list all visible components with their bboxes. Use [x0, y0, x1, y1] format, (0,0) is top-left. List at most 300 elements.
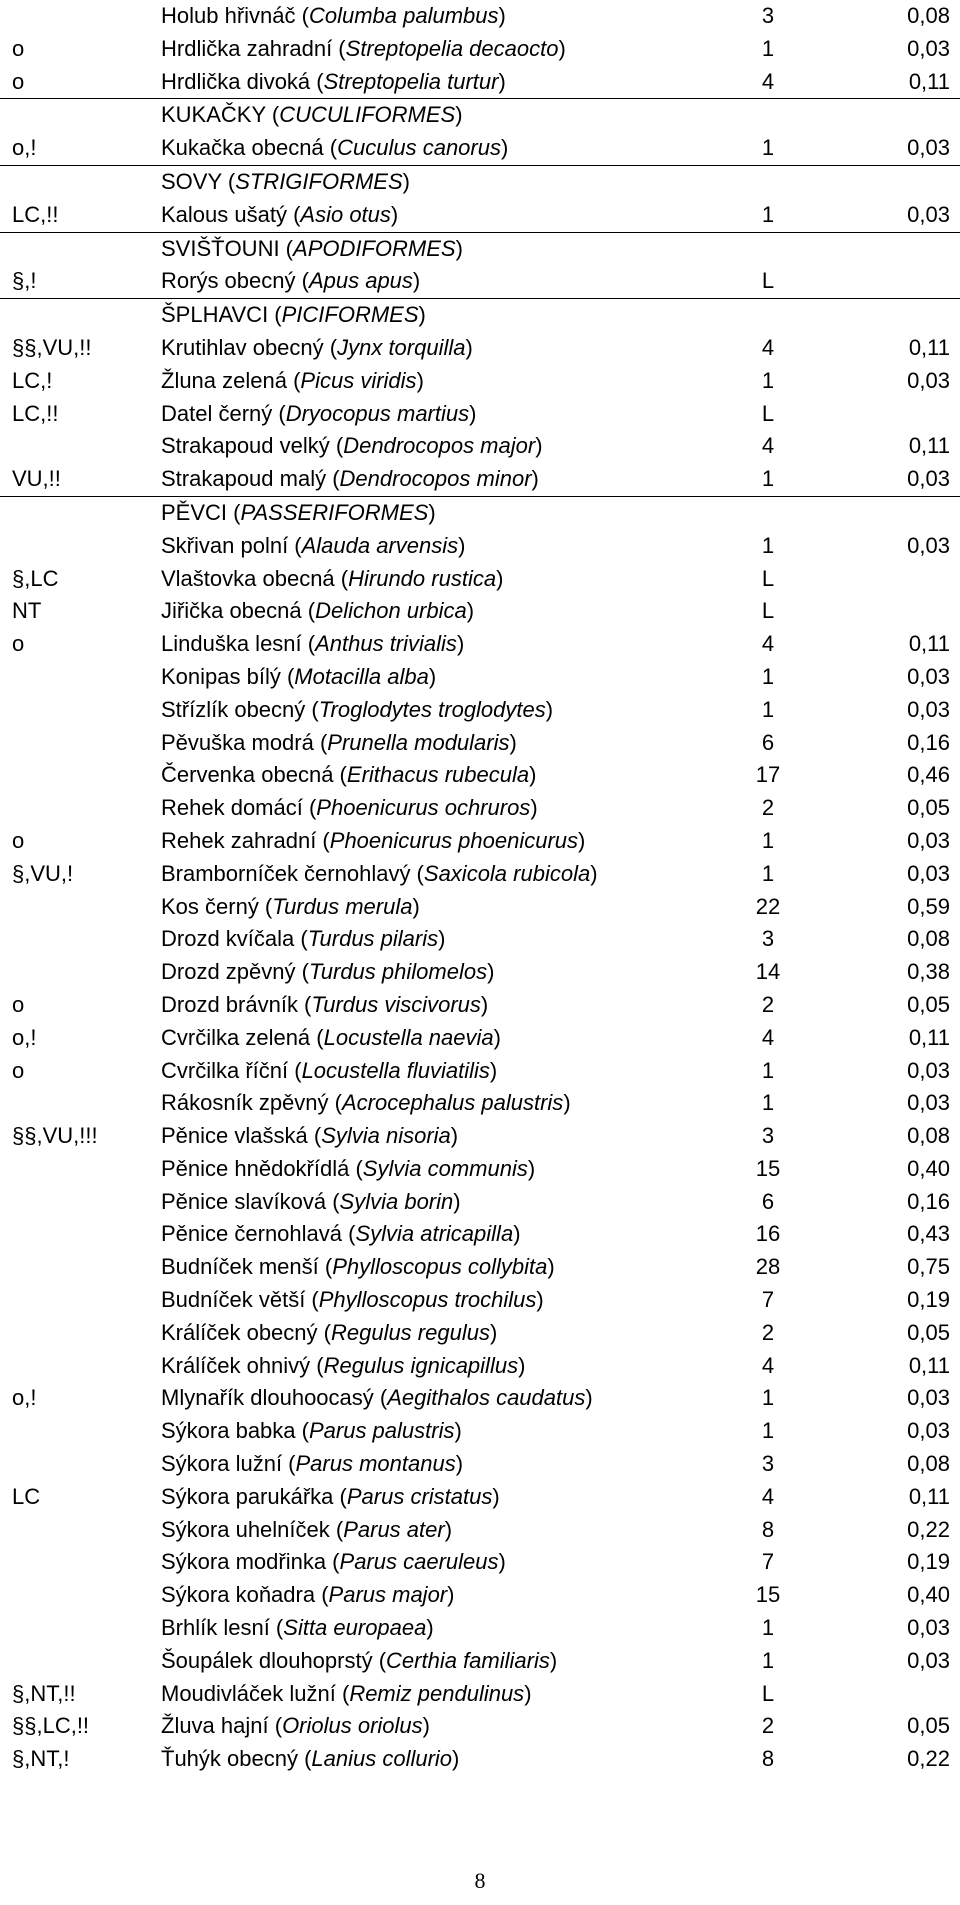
latin-name: Streptopelia turtur: [323, 68, 499, 94]
individual-count: 1: [761, 663, 775, 689]
latin-name: Alauda arvensis: [301, 532, 459, 558]
conservation-status: o: [12, 35, 25, 61]
individual-count: 1: [761, 860, 775, 886]
closing-parenthesis: ): [558, 35, 566, 61]
relative-abundance: 0,03: [907, 1090, 950, 1116]
conservation-status: §§,VU,!!: [12, 334, 92, 360]
table-row: [0, 1251, 960, 1284]
latin-name: Troglodytes troglodytes: [318, 696, 546, 722]
common-name: Moudivláček lužní (: [161, 1680, 350, 1706]
table-row: [0, 497, 960, 530]
individual-count: 4: [761, 1483, 775, 1509]
species-name: [161, 792, 538, 825]
closing-parenthesis: ): [438, 926, 446, 952]
closing-parenthesis: ): [585, 1385, 593, 1411]
table-row: [0, 1678, 960, 1711]
species-name: [161, 1514, 452, 1547]
species-name: [161, 1218, 521, 1251]
common-name: Rorýs obecný (: [161, 268, 309, 294]
individual-count: 1: [761, 466, 775, 492]
species-name: [161, 989, 488, 1022]
individual-count: 3: [761, 926, 775, 952]
relative-abundance: 0,11: [908, 334, 950, 360]
individual-count: 7: [761, 1549, 775, 1575]
relative-abundance: 0,03: [907, 663, 950, 689]
species-name: [161, 891, 420, 924]
latin-name: Parus cristatus: [346, 1483, 493, 1509]
species-name: [161, 0, 506, 33]
common-name: ŠPLHAVCI (: [161, 302, 282, 328]
table-row: [0, 1448, 960, 1481]
closing-parenthesis: ): [578, 827, 586, 853]
individual-count: 4: [761, 631, 775, 657]
relative-abundance: 0,08: [907, 3, 950, 28]
common-name: Mlynařík dlouhoocasý (: [161, 1385, 388, 1411]
species-name: [161, 33, 566, 66]
relative-abundance: 0,03: [907, 1057, 950, 1083]
closing-parenthesis: ): [456, 631, 465, 657]
common-name: Kukačka obecná (: [161, 135, 338, 161]
relative-abundance: 0,11: [908, 68, 950, 94]
relative-abundance: 0,08: [907, 1123, 950, 1149]
closing-parenthesis: ): [509, 729, 517, 755]
individual-count: 1: [761, 696, 775, 722]
latin-name: PASSERIFORMES: [240, 499, 429, 525]
common-name: Kos černý (: [161, 893, 273, 919]
latin-name: Phoenicurus ochruros: [316, 795, 531, 821]
relative-abundance: 0,22: [907, 1746, 950, 1772]
latin-name: Acrocephalus palustris: [341, 1090, 564, 1116]
individual-count: 2: [761, 1713, 775, 1739]
table-row: [0, 1579, 960, 1612]
relative-abundance: 0,11: [908, 1024, 950, 1050]
species-name: [161, 1022, 501, 1055]
relative-abundance: 0,03: [907, 35, 950, 61]
closing-parenthesis: ): [428, 499, 436, 525]
relative-abundance: 0,05: [907, 991, 950, 1017]
table-row: [0, 989, 960, 1022]
table-row: [0, 332, 960, 365]
species-name: [161, 727, 517, 760]
common-name: PĚVCI (: [161, 499, 241, 525]
table-row: [0, 463, 960, 497]
latin-name: Lanius collurio: [311, 1746, 453, 1772]
table-row: [0, 365, 960, 398]
common-name: Strakapoud velký (: [161, 433, 344, 459]
latin-name: Sylvia borin: [339, 1188, 454, 1214]
common-name: Sýkora babka (: [161, 1418, 309, 1444]
conservation-status: NT: [12, 598, 42, 624]
table-row: [0, 1317, 960, 1350]
table-row: [0, 1612, 960, 1645]
individual-count: 6: [761, 1188, 775, 1214]
closing-parenthesis: ): [450, 1123, 459, 1149]
relative-abundance: 0,11: [908, 1483, 950, 1509]
individual-count: 1: [761, 367, 775, 393]
latin-name: Parus caeruleus: [339, 1549, 499, 1575]
species-name: [161, 1710, 430, 1743]
common-name: Datel černý (: [161, 400, 286, 426]
common-name: Rehek domácí (: [161, 795, 317, 821]
closing-parenthesis: ): [487, 959, 495, 985]
relative-abundance: 0,11: [908, 433, 950, 459]
closing-parenthesis: ): [530, 795, 538, 821]
latin-name: Turdus merula: [272, 893, 413, 919]
individual-count: 1: [761, 135, 775, 161]
common-name: Cvrčilka říční (: [161, 1057, 302, 1083]
conservation-status: o,!: [12, 1385, 37, 1411]
table-row: [0, 233, 960, 266]
individual-count: 1: [761, 201, 775, 227]
common-name: Šoupálek dlouhoprstý (: [161, 1647, 387, 1673]
common-name: Hrdlička zahradní (: [161, 35, 346, 61]
closing-parenthesis: ): [390, 201, 399, 227]
common-name: Sýkora modřinka (: [161, 1549, 340, 1575]
relative-abundance: 0,11: [908, 631, 950, 657]
closing-parenthesis: ): [426, 1615, 434, 1641]
individual-count: 1: [761, 827, 775, 853]
closing-parenthesis: ): [492, 1483, 500, 1509]
conservation-status: §,!: [12, 268, 37, 294]
common-name: Budníček větší (: [161, 1287, 319, 1313]
conservation-status: LC: [12, 1483, 41, 1509]
table-row: [0, 1382, 960, 1415]
individual-count: L: [761, 598, 775, 624]
individual-count: 1: [761, 1647, 775, 1673]
conservation-status: §,LC: [12, 565, 59, 591]
species-name: [161, 1415, 462, 1448]
common-name: Kalous ušatý (: [161, 201, 301, 227]
individual-count: L: [761, 1680, 775, 1706]
latin-name: Certhia familiaris: [386, 1647, 550, 1673]
closing-parenthesis: ): [527, 1155, 536, 1181]
species-name: [161, 530, 466, 563]
individual-count: 3: [761, 1451, 775, 1477]
common-name: Skřivan polní (: [161, 532, 302, 558]
species-name: [161, 1350, 525, 1383]
species-name: [161, 1579, 454, 1612]
relative-abundance: 0,75: [907, 1254, 950, 1280]
common-name: Brhlík lesní (: [161, 1615, 284, 1641]
relative-abundance: 0,59: [907, 893, 950, 919]
table-row: [0, 0, 960, 33]
table-row: [0, 99, 960, 132]
closing-parenthesis: ): [500, 135, 509, 161]
individual-count: 16: [755, 1221, 781, 1247]
common-name: Krutihlav obecný (: [161, 334, 338, 360]
table-row: [0, 1087, 960, 1120]
common-name: Bramborníček černohlavý (: [161, 860, 424, 886]
table-row: [0, 1284, 960, 1317]
latin-name: Streptopelia decaocto: [345, 35, 559, 61]
latin-name: Aegithalos caudatus: [387, 1385, 586, 1411]
common-name: Holub hřivnáč (: [161, 3, 309, 28]
species-name: [161, 1481, 500, 1514]
table-row: [0, 1645, 960, 1678]
individual-count: 17: [755, 762, 781, 788]
species-name: [161, 1612, 434, 1645]
closing-parenthesis: ): [455, 102, 463, 128]
individual-count: 2: [761, 1319, 775, 1345]
relative-abundance: 0,03: [907, 827, 950, 853]
latin-name: Sylvia nisoria: [321, 1123, 451, 1149]
species-name: [161, 430, 543, 463]
latin-name: Saxicola rubicola: [423, 860, 591, 886]
common-name: KUKAČKY (: [161, 102, 280, 128]
conservation-status: o,!: [12, 135, 37, 161]
relative-abundance: 0,05: [907, 1713, 950, 1739]
individual-count: 15: [755, 1582, 781, 1608]
species-name: [161, 628, 464, 661]
individual-count: 7: [761, 1287, 775, 1313]
closing-parenthesis: ): [455, 1451, 464, 1477]
closing-parenthesis: ): [416, 367, 424, 393]
individual-count: 1: [761, 1615, 775, 1641]
closing-parenthesis: ): [563, 1090, 571, 1116]
page-number: 8: [474, 1868, 486, 1893]
table-row: [0, 265, 960, 299]
common-name: Drozd kvíčala (: [161, 926, 308, 952]
common-name: Ťuhýk obecný (: [161, 1746, 312, 1772]
common-name: Sýkora parukářka (: [161, 1483, 347, 1509]
closing-parenthesis: ): [498, 68, 506, 94]
conservation-status: o: [12, 991, 25, 1017]
closing-parenthesis: ): [469, 400, 477, 426]
closing-parenthesis: ): [465, 334, 473, 360]
relative-abundance: 0,22: [907, 1516, 950, 1542]
individual-count: 2: [761, 795, 775, 821]
common-name: Pěnice černohlavá (: [161, 1221, 356, 1247]
latin-name: Regulus ignicapillus: [323, 1352, 519, 1378]
individual-count: 1: [761, 1090, 775, 1116]
table-row: [0, 1055, 960, 1088]
species-name: [161, 1284, 544, 1317]
common-name: Sýkora lužní (: [161, 1451, 296, 1477]
table-row: [0, 1415, 960, 1448]
table-row: [0, 430, 960, 463]
species-name: [161, 694, 553, 727]
table-row: [0, 1350, 960, 1383]
table-row: [0, 530, 960, 563]
species-name: [161, 759, 536, 792]
common-name: Linduška lesní (: [161, 631, 316, 657]
latin-name: Phoenicurus phoenicurus: [329, 827, 579, 853]
closing-parenthesis: ): [518, 1352, 526, 1378]
common-name: SVIŠŤOUNI (: [161, 235, 294, 261]
closing-parenthesis: ): [422, 1713, 430, 1739]
closing-parenthesis: ): [498, 1549, 506, 1575]
latin-name: Picus viridis: [300, 367, 417, 393]
species-name: [161, 956, 494, 989]
latin-name: Erithacus rubecula: [346, 762, 530, 788]
species-name: [161, 132, 508, 165]
species-name: [161, 661, 436, 694]
individual-count: 3: [761, 1123, 775, 1149]
common-name: Jiřička obecná (: [161, 598, 316, 624]
common-name: Hrdlička divoká (: [161, 68, 324, 94]
relative-abundance: 0,05: [907, 1319, 950, 1345]
closing-parenthesis: ): [466, 598, 475, 624]
relative-abundance: 0,08: [907, 1451, 950, 1477]
species-name: [161, 1317, 497, 1350]
species-name: [161, 66, 506, 99]
closing-parenthesis: ): [513, 1221, 521, 1247]
latin-name: Delichon urbica: [315, 598, 467, 624]
species-name: [161, 463, 539, 496]
individual-count: L: [761, 400, 775, 426]
table-row: [0, 694, 960, 727]
relative-abundance: 0,05: [907, 795, 950, 821]
conservation-status: LC,!!: [12, 201, 59, 227]
relative-abundance: 0,03: [907, 367, 950, 393]
conservation-status: o: [12, 1057, 25, 1083]
table-row: [0, 1120, 960, 1153]
table-row: [0, 825, 960, 858]
closing-parenthesis: ): [545, 696, 554, 722]
closing-parenthesis: ): [458, 532, 466, 558]
latin-name: Remiz pendulinus: [349, 1680, 525, 1706]
conservation-status: o: [12, 631, 25, 657]
species-name: [161, 595, 474, 628]
closing-parenthesis: ): [444, 1516, 453, 1542]
species-name: [161, 1546, 506, 1579]
table-row: [0, 33, 960, 66]
common-name: Pěnice slavíková (: [161, 1188, 340, 1214]
common-name: Drozd brávník (: [161, 991, 312, 1017]
table-row: [0, 1153, 960, 1186]
common-name: Králíček obecný (: [161, 1319, 331, 1345]
relative-abundance: 0,03: [907, 1615, 950, 1641]
relative-abundance: 0,03: [907, 135, 950, 161]
closing-parenthesis: ): [535, 433, 543, 459]
common-name: Budníček menší (: [161, 1254, 333, 1280]
latin-name: Turdus philomelos: [308, 959, 488, 985]
common-name: Konipas bílý (: [161, 663, 295, 689]
species-name: [161, 199, 398, 232]
latin-name: Dryocopus martius: [285, 400, 470, 426]
individual-count: 1: [761, 1418, 775, 1444]
latin-name: Apus apus: [308, 268, 413, 294]
latin-name: Jynx torquilla: [337, 334, 466, 360]
species-name: [161, 1678, 532, 1711]
latin-name: Parus palustris: [308, 1418, 455, 1444]
latin-name: Turdus pilaris: [307, 926, 439, 952]
latin-name: Locustella naevia: [323, 1024, 494, 1050]
table-row: [0, 595, 960, 628]
conservation-status: §,VU,!: [12, 860, 74, 886]
relative-abundance: 0,03: [907, 532, 950, 558]
conservation-status: VU,!!: [12, 466, 61, 492]
relative-abundance: 0,19: [907, 1549, 950, 1575]
closing-parenthesis: ): [412, 893, 420, 919]
individual-count: 1: [761, 1057, 775, 1083]
species-name: [161, 166, 410, 199]
table-row: [0, 628, 960, 661]
latin-name: Sylvia atricapilla: [355, 1221, 514, 1247]
individual-count: 1: [761, 1385, 775, 1411]
individual-count: 4: [761, 68, 775, 94]
latin-name: Sylvia communis: [362, 1155, 528, 1181]
latin-name: Sitta europaea: [283, 1615, 427, 1641]
table-row: [0, 1481, 960, 1514]
closing-parenthesis: ): [452, 1746, 460, 1772]
species-name: [161, 99, 463, 132]
closing-parenthesis: ): [480, 991, 489, 1017]
common-name: Rehek zahradní (: [161, 827, 330, 853]
closing-parenthesis: ): [496, 565, 504, 591]
relative-abundance: 0,43: [907, 1221, 950, 1247]
conservation-status: §§,LC,!!: [12, 1713, 90, 1739]
conservation-status: §§,VU,!!!: [12, 1123, 98, 1149]
species-name: [161, 497, 436, 530]
latin-name: Prunella modularis: [327, 729, 510, 755]
individual-count: 8: [761, 1516, 775, 1542]
closing-parenthesis: ): [549, 1647, 558, 1673]
individual-count: 6: [761, 729, 775, 755]
conservation-status: o: [12, 827, 25, 853]
table-row: [0, 1710, 960, 1743]
common-name: Drozd zpěvný (: [161, 959, 309, 985]
latin-name: Parus montanus: [295, 1451, 456, 1477]
species-name: [161, 1448, 463, 1481]
closing-parenthesis: ): [590, 860, 598, 886]
latin-name: Columba palumbus: [308, 3, 499, 28]
table-row: [0, 759, 960, 792]
conservation-status: o: [12, 68, 25, 94]
table-row: [0, 1186, 960, 1219]
species-name: [161, 398, 476, 431]
relative-abundance: 0,40: [907, 1155, 950, 1181]
latin-name: PICIFORMES: [281, 302, 419, 328]
latin-name: Hirundo rustica: [348, 565, 497, 591]
relative-abundance: 0,03: [907, 860, 950, 886]
table-row: [0, 1743, 960, 1776]
conservation-status: LC,!!: [12, 400, 59, 426]
species-name: [161, 1055, 497, 1088]
common-name: Králíček ohnivý (: [161, 1352, 324, 1378]
relative-abundance: 0,16: [907, 729, 950, 755]
table-row: [0, 1218, 960, 1251]
species-name: [161, 923, 445, 956]
species-name: [161, 1251, 555, 1284]
species-name: [161, 1186, 461, 1219]
closing-parenthesis: ): [412, 268, 421, 294]
closing-parenthesis: ): [531, 466, 539, 492]
individual-count: L: [761, 565, 775, 591]
table-row: [0, 563, 960, 596]
table-row: [0, 792, 960, 825]
table-row: [0, 66, 960, 100]
relative-abundance: 0,03: [907, 201, 950, 227]
common-name: Červenka obecná (: [161, 762, 347, 788]
species-name: [161, 1120, 458, 1153]
conservation-status: LC,!: [12, 367, 53, 393]
common-name: Žluva hajní (: [161, 1713, 283, 1739]
individual-count: 22: [755, 893, 781, 919]
table-row: [0, 398, 960, 431]
species-name: [161, 265, 420, 298]
species-name: [161, 1087, 571, 1120]
individual-count: 14: [755, 959, 781, 985]
conservation-status: o,!: [12, 1024, 37, 1050]
relative-abundance: 0,08: [907, 926, 950, 952]
species-name: [161, 563, 503, 596]
individual-count: 4: [761, 1024, 775, 1050]
species-name: [161, 1743, 459, 1776]
common-name: Rákosník zpěvný (: [161, 1090, 342, 1116]
latin-name: CUCULIFORMES: [279, 102, 456, 128]
common-name: Pěnice hnědokřídlá (: [161, 1155, 363, 1181]
